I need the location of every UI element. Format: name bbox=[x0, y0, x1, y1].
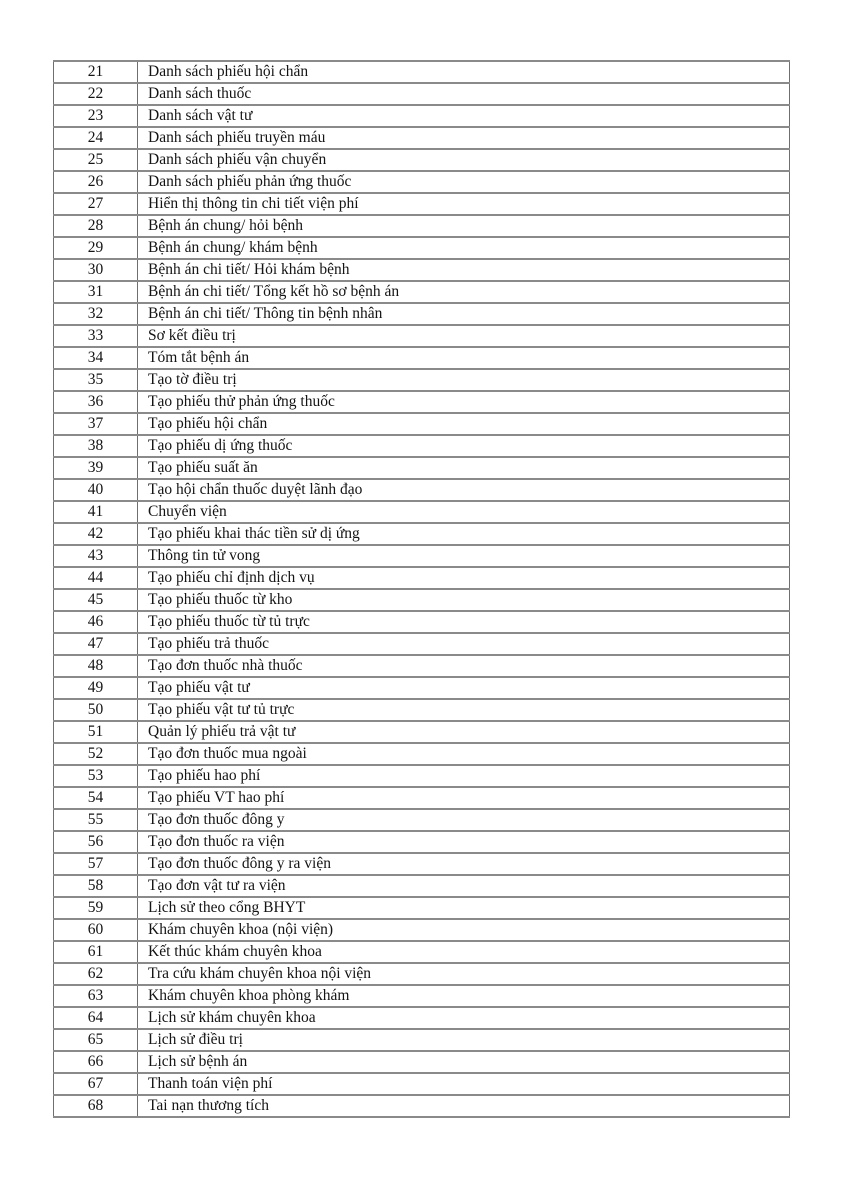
table-row bbox=[54, 831, 790, 853]
table-row bbox=[54, 83, 790, 105]
row-function-name-cell: Lịch sử bệnh án bbox=[138, 1051, 790, 1073]
row-number-cell: 43 bbox=[54, 545, 138, 567]
row-function-name-cell: Tạo phiếu dị ứng thuốc bbox=[138, 435, 790, 457]
row-number-cell: 68 bbox=[54, 1095, 138, 1117]
table-row bbox=[54, 699, 790, 721]
row-number-cell: 63 bbox=[54, 985, 138, 1007]
table-row bbox=[54, 1073, 790, 1095]
row-number-cell: 24 bbox=[54, 127, 138, 149]
table-row bbox=[54, 413, 790, 435]
row-function-name-cell: Danh sách vật tư bbox=[138, 105, 790, 127]
row-function-name-cell: Tạo đơn thuốc mua ngoài bbox=[138, 743, 790, 765]
row-function-name-cell: Bệnh án chung/ hỏi bệnh bbox=[138, 215, 790, 237]
table-row bbox=[54, 457, 790, 479]
row-number-cell: 22 bbox=[54, 83, 138, 105]
row-function-name-cell: Tạo phiếu suất ăn bbox=[138, 457, 790, 479]
row-function-name-cell: Thông tin tử vong bbox=[138, 545, 790, 567]
table-row bbox=[54, 1051, 790, 1073]
row-number-cell: 67 bbox=[54, 1073, 138, 1095]
row-number-cell: 62 bbox=[54, 963, 138, 985]
table-row bbox=[54, 633, 790, 655]
function-list-table-body bbox=[54, 61, 790, 1117]
row-number-cell: 49 bbox=[54, 677, 138, 699]
row-number-cell: 59 bbox=[54, 897, 138, 919]
table-row bbox=[54, 435, 790, 457]
row-function-name-cell: Khám chuyên khoa (nội viện) bbox=[138, 919, 790, 941]
row-function-name-cell: Tạo tờ điều trị bbox=[138, 369, 790, 391]
table-row bbox=[54, 391, 790, 413]
row-number-cell: 25 bbox=[54, 149, 138, 171]
table-row bbox=[54, 897, 790, 919]
table-row bbox=[54, 875, 790, 897]
row-number-cell: 36 bbox=[54, 391, 138, 413]
row-function-name-cell: Danh sách phiếu phản ứng thuốc bbox=[138, 171, 790, 193]
row-function-name-cell: Tạo phiếu thuốc từ tủ trực bbox=[138, 611, 790, 633]
row-function-name-cell: Tạo đơn thuốc ra viện bbox=[138, 831, 790, 853]
table-row bbox=[54, 1095, 790, 1117]
table-row bbox=[54, 259, 790, 281]
table-row bbox=[54, 171, 790, 193]
table-row bbox=[54, 1029, 790, 1051]
row-function-name-cell: Tạo phiếu khai thác tiền sử dị ứng bbox=[138, 523, 790, 545]
row-function-name-cell: Khám chuyên khoa phòng khám bbox=[138, 985, 790, 1007]
row-function-name-cell: Tạo phiếu vật tư tủ trực bbox=[138, 699, 790, 721]
table-row bbox=[54, 567, 790, 589]
table-row bbox=[54, 809, 790, 831]
row-number-cell: 41 bbox=[54, 501, 138, 523]
table-row bbox=[54, 721, 790, 743]
row-function-name-cell: Tạo đơn vật tư ra viện bbox=[138, 875, 790, 897]
row-number-cell: 61 bbox=[54, 941, 138, 963]
row-number-cell: 58 bbox=[54, 875, 138, 897]
table-row bbox=[54, 347, 790, 369]
function-list-table bbox=[53, 60, 790, 1118]
row-number-cell: 31 bbox=[54, 281, 138, 303]
table-row bbox=[54, 501, 790, 523]
row-function-name-cell: Tạo phiếu vật tư bbox=[138, 677, 790, 699]
row-number-cell: 52 bbox=[54, 743, 138, 765]
row-number-cell: 50 bbox=[54, 699, 138, 721]
table-row bbox=[54, 193, 790, 215]
table-row bbox=[54, 215, 790, 237]
row-number-cell: 37 bbox=[54, 413, 138, 435]
row-number-cell: 27 bbox=[54, 193, 138, 215]
row-function-name-cell: Thanh toán viện phí bbox=[138, 1073, 790, 1095]
row-number-cell: 35 bbox=[54, 369, 138, 391]
row-number-cell: 46 bbox=[54, 611, 138, 633]
table-row bbox=[54, 303, 790, 325]
row-number-cell: 66 bbox=[54, 1051, 138, 1073]
row-function-name-cell: Lịch sử khám chuyên khoa bbox=[138, 1007, 790, 1029]
table-row bbox=[54, 105, 790, 127]
row-function-name-cell: Tạo phiếu hao phí bbox=[138, 765, 790, 787]
row-number-cell: 40 bbox=[54, 479, 138, 501]
row-function-name-cell: Bệnh án chi tiết/ Thông tin bệnh nhân bbox=[138, 303, 790, 325]
table-row bbox=[54, 127, 790, 149]
table-row bbox=[54, 237, 790, 259]
row-function-name-cell: Bệnh án chi tiết/ Hỏi khám bệnh bbox=[138, 259, 790, 281]
row-number-cell: 53 bbox=[54, 765, 138, 787]
row-function-name-cell: Tạo phiếu VT hao phí bbox=[138, 787, 790, 809]
row-function-name-cell: Tạo phiếu chỉ định dịch vụ bbox=[138, 567, 790, 589]
row-number-cell: 38 bbox=[54, 435, 138, 457]
table-row bbox=[54, 61, 790, 83]
table-row bbox=[54, 369, 790, 391]
table-row bbox=[54, 589, 790, 611]
row-number-cell: 23 bbox=[54, 105, 138, 127]
row-number-cell: 21 bbox=[54, 61, 138, 83]
row-number-cell: 26 bbox=[54, 171, 138, 193]
row-number-cell: 65 bbox=[54, 1029, 138, 1051]
table-row bbox=[54, 325, 790, 347]
row-function-name-cell: Danh sách phiếu truyền máu bbox=[138, 127, 790, 149]
row-number-cell: 33 bbox=[54, 325, 138, 347]
row-number-cell: 42 bbox=[54, 523, 138, 545]
table-row bbox=[54, 941, 790, 963]
table-row bbox=[54, 655, 790, 677]
row-function-name-cell: Tóm tắt bệnh án bbox=[138, 347, 790, 369]
row-function-name-cell: Hiển thị thông tin chi tiết viện phí bbox=[138, 193, 790, 215]
row-function-name-cell: Tạo phiếu thử phản ứng thuốc bbox=[138, 391, 790, 413]
row-function-name-cell: Tạo đơn thuốc đông y bbox=[138, 809, 790, 831]
row-function-name-cell: Kết thúc khám chuyên khoa bbox=[138, 941, 790, 963]
table-row bbox=[54, 743, 790, 765]
row-function-name-cell: Tra cứu khám chuyên khoa nội viện bbox=[138, 963, 790, 985]
row-function-name-cell: Lịch sử điều trị bbox=[138, 1029, 790, 1051]
table-row bbox=[54, 545, 790, 567]
row-number-cell: 57 bbox=[54, 853, 138, 875]
table-row bbox=[54, 1007, 790, 1029]
table-row bbox=[54, 523, 790, 545]
row-function-name-cell: Tạo hội chẩn thuốc duyệt lãnh đạo bbox=[138, 479, 790, 501]
row-number-cell: 30 bbox=[54, 259, 138, 281]
row-function-name-cell: Quản lý phiếu trả vật tư bbox=[138, 721, 790, 743]
row-number-cell: 29 bbox=[54, 237, 138, 259]
table-row bbox=[54, 853, 790, 875]
row-function-name-cell: Danh sách phiếu hội chẩn bbox=[138, 61, 790, 83]
table-row bbox=[54, 149, 790, 171]
row-number-cell: 48 bbox=[54, 655, 138, 677]
row-function-name-cell: Tạo phiếu hội chẩn bbox=[138, 413, 790, 435]
row-function-name-cell: Danh sách phiếu vận chuyển bbox=[138, 149, 790, 171]
row-function-name-cell: Tạo phiếu trả thuốc bbox=[138, 633, 790, 655]
row-function-name-cell: Bệnh án chi tiết/ Tổng kết hồ sơ bệnh án bbox=[138, 281, 790, 303]
row-number-cell: 44 bbox=[54, 567, 138, 589]
table-row bbox=[54, 919, 790, 941]
row-function-name-cell: Danh sách thuốc bbox=[138, 83, 790, 105]
row-number-cell: 32 bbox=[54, 303, 138, 325]
row-function-name-cell: Sơ kết điều trị bbox=[138, 325, 790, 347]
row-function-name-cell: Lịch sử theo cổng BHYT bbox=[138, 897, 790, 919]
table-row bbox=[54, 281, 790, 303]
table-row bbox=[54, 765, 790, 787]
row-number-cell: 39 bbox=[54, 457, 138, 479]
row-number-cell: 28 bbox=[54, 215, 138, 237]
row-number-cell: 64 bbox=[54, 1007, 138, 1029]
row-number-cell: 45 bbox=[54, 589, 138, 611]
table-row bbox=[54, 963, 790, 985]
row-function-name-cell: Chuyển viện bbox=[138, 501, 790, 523]
row-function-name-cell: Tai nạn thương tích bbox=[138, 1095, 790, 1117]
table-row bbox=[54, 677, 790, 699]
table-row bbox=[54, 611, 790, 633]
row-number-cell: 51 bbox=[54, 721, 138, 743]
row-function-name-cell: Bệnh án chung/ khám bệnh bbox=[138, 237, 790, 259]
row-number-cell: 55 bbox=[54, 809, 138, 831]
row-function-name-cell: Tạo phiếu thuốc từ kho bbox=[138, 589, 790, 611]
row-number-cell: 60 bbox=[54, 919, 138, 941]
row-number-cell: 34 bbox=[54, 347, 138, 369]
table-row bbox=[54, 985, 790, 1007]
row-number-cell: 54 bbox=[54, 787, 138, 809]
row-function-name-cell: Tạo đơn thuốc đông y ra viện bbox=[138, 853, 790, 875]
row-number-cell: 56 bbox=[54, 831, 138, 853]
table-row bbox=[54, 479, 790, 501]
row-function-name-cell: Tạo đơn thuốc nhà thuốc bbox=[138, 655, 790, 677]
table-row bbox=[54, 787, 790, 809]
row-number-cell: 47 bbox=[54, 633, 138, 655]
